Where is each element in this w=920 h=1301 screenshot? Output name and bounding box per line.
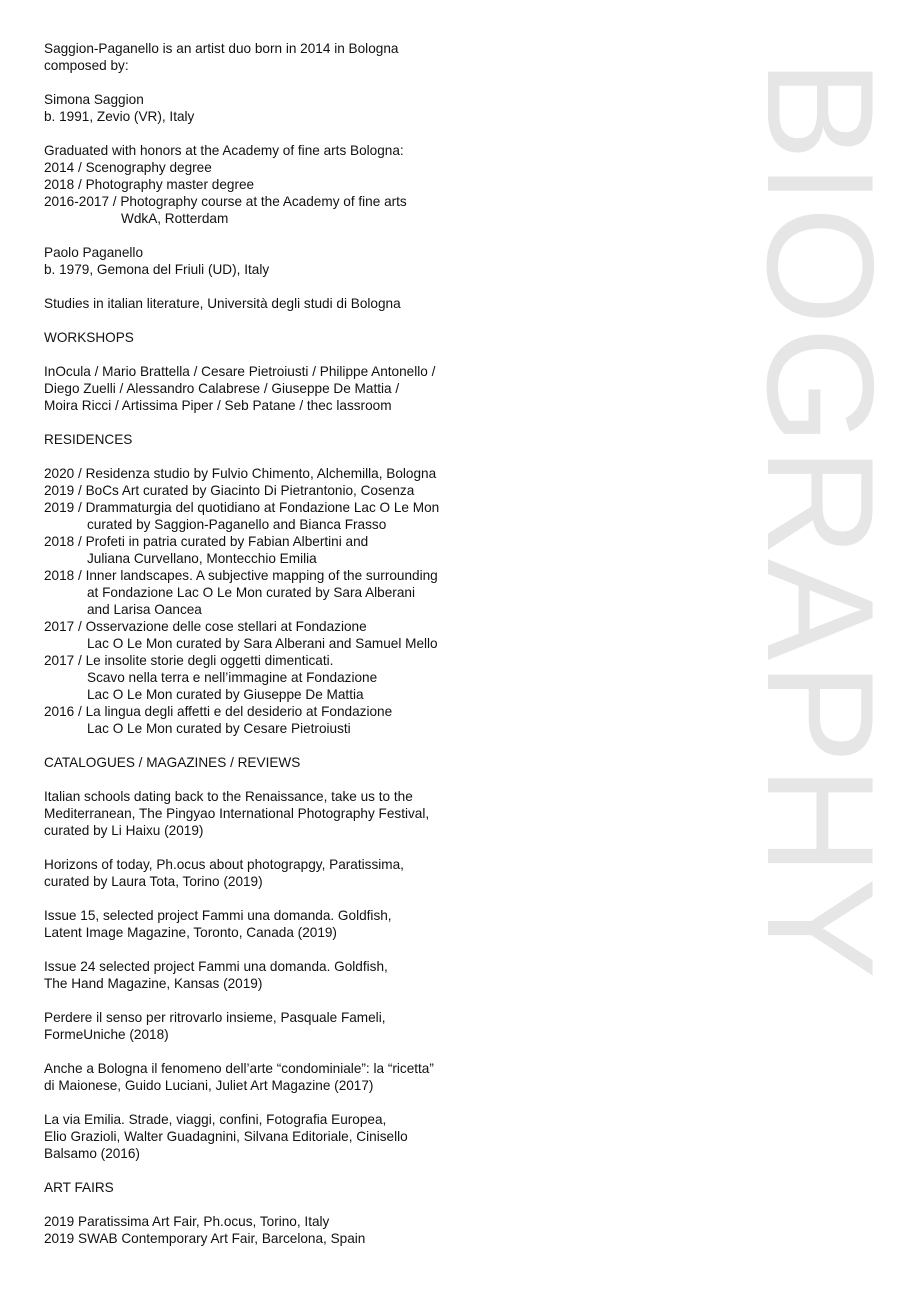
- text-line: di Maionese, Guido Luciani, Juliet Art Magazine (2017): [44, 1078, 374, 1093]
- blank-line: [44, 1162, 464, 1179]
- text-line: Simona Saggion: [44, 92, 144, 107]
- text-line: WdkA, Rotterdam: [121, 211, 229, 226]
- text-line: and Larisa Oancea: [87, 602, 202, 617]
- text-line: 2019 Paratissima Art Fair, Ph.ocus, Torino, Italy: [44, 1214, 330, 1229]
- text-line: La via Emilia. Strade, viaggi, confini, Fotografia Europea,: [44, 1112, 387, 1127]
- text-line: 2016 / La lingua degli affetti e del desiderio at Fondazione: [44, 704, 393, 719]
- blank-line: [44, 448, 464, 465]
- blank-line: [44, 278, 464, 295]
- text-line: Italian schools dating back to the Renaissance, take us to the: [44, 789, 413, 804]
- text-line: Latent Image Magazine, Toronto, Canada (2019): [44, 925, 337, 940]
- text-line: InOcula / Mario Brattella / Cesare Pietroiusti / Philippe Antonello /: [44, 364, 436, 379]
- blank-line: [44, 414, 464, 431]
- blank-line: [44, 1043, 464, 1060]
- blank-line: [44, 125, 464, 142]
- blank-line: [44, 74, 464, 91]
- text-line: Moira Ricci / Artissima Piper / Seb Patane / thec lassroom: [44, 398, 392, 413]
- text-line: Perdere il senso per ritrovarlo insieme, Pasquale Fameli,: [44, 1010, 386, 1025]
- text-line: Mediterranean, The Pingyao International Photography Festival,: [44, 806, 430, 821]
- text-line: FormeUniche (2018): [44, 1027, 169, 1042]
- text-line: 2014 / Scenography degree: [44, 160, 212, 175]
- text-line: Diego Zuelli / Alessandro Calabrese / Giuseppe De Mattia /: [44, 381, 400, 396]
- text-line: Horizons of today, Ph.ocus about photograpgy, Paratissima,: [44, 857, 404, 872]
- text-line: 2019 / Drammaturgia del quotidiano at Fondazione Lac O Le Mon: [44, 500, 440, 515]
- text-line: composed by:: [44, 58, 129, 73]
- text-line: 2018 / Inner landscapes. A subjective mapping of the surrounding: [44, 568, 438, 583]
- blank-line: [44, 890, 464, 907]
- text-line: Studies in italian literature, Università degli studi di Bologna: [44, 296, 401, 311]
- blank-line: [44, 227, 464, 244]
- text-line: Paolo Paganello: [44, 245, 144, 260]
- text-line: curated by Li Haixu (2019): [44, 823, 204, 838]
- text-line: Issue 15, selected project Fammi una domanda. Goldfish,: [44, 908, 392, 923]
- text-line: 2016-2017 / Photography course at the Academy of fine arts: [44, 194, 407, 209]
- text-line: RESIDENCES: [44, 432, 133, 447]
- blank-line: [44, 839, 464, 856]
- text-line: CATALOGUES / MAGAZINES / REVIEWS: [44, 755, 301, 770]
- text-line: Balsamo (2016): [44, 1146, 140, 1161]
- text-line: 2019 / BoCs Art curated by Giacinto Di Pietrantonio, Cosenza: [44, 483, 415, 498]
- text-line: Saggion-Paganello is an artist duo born in 2014 in Bologna: [44, 41, 399, 56]
- text-line: 2019 SWAB Contemporary Art Fair, Barcelona, Spain: [44, 1231, 366, 1246]
- text-line: Scavo nella terra e nell’immagine at Fondazione: [87, 670, 378, 685]
- text-line: b. 1991, Zevio (VR), Italy: [44, 109, 195, 124]
- blank-line: [44, 1094, 464, 1111]
- text-line: ART FAIRS: [44, 1180, 114, 1195]
- blank-line: [44, 737, 464, 754]
- text-line: Anche a Bologna il fenomeno dell’arte “condominiale”: la “ricetta”: [44, 1061, 434, 1076]
- blank-line: [44, 771, 464, 788]
- text-line: 2017 / Le insolite storie degli oggetti dimenticati.: [44, 653, 334, 668]
- blank-line: [44, 941, 464, 958]
- blank-line: [44, 312, 464, 329]
- text-line: The Hand Magazine, Kansas (2019): [44, 976, 263, 991]
- text-line: at Fondazione Lac O Le Mon curated by Sara Alberani: [87, 585, 415, 600]
- text-line: 2017 / Osservazione delle cose stellari at Fondazione: [44, 619, 367, 634]
- blank-line: [44, 346, 464, 363]
- text-line: curated by Laura Tota, Torino (2019): [44, 874, 263, 889]
- text-line: b. 1979, Gemona del Friuli (UD), Italy: [44, 262, 270, 277]
- biography-text: [44, 40, 464, 1247]
- blank-line: [44, 992, 464, 1009]
- text-line: 2020 / Residenza studio by Fulvio Chimento, Alchemilla, Bologna: [44, 466, 437, 481]
- text-line: Juliana Curvellano, Montecchio Emilia: [87, 551, 317, 566]
- blank-line: [44, 1196, 464, 1213]
- text-line: Lac O Le Mon curated by Giuseppe De Mattia: [87, 687, 364, 702]
- side-title: BIOGRAPHY: [735, 59, 905, 981]
- text-line: Issue 24 selected project Fammi una domanda. Goldfish,: [44, 959, 388, 974]
- text-line: Lac O Le Mon curated by Cesare Pietroiusti: [87, 721, 351, 736]
- text-line: Elio Grazioli, Walter Guadagnini, Silvana Editoriale, Cinisello: [44, 1129, 408, 1144]
- text-line: Graduated with honors at the Academy of fine arts Bologna:: [44, 143, 404, 158]
- text-line: 2018 / Photography master degree: [44, 177, 255, 192]
- text-line: 2018 / Profeti in patria curated by Fabian Albertini and: [44, 534, 369, 549]
- text-line: curated by Saggion-Paganello and Bianca Frasso: [87, 517, 387, 532]
- text-line: WORKSHOPS: [44, 330, 134, 345]
- text-line: Lac O Le Mon curated by Sara Alberani and Samuel Mello: [87, 636, 438, 651]
